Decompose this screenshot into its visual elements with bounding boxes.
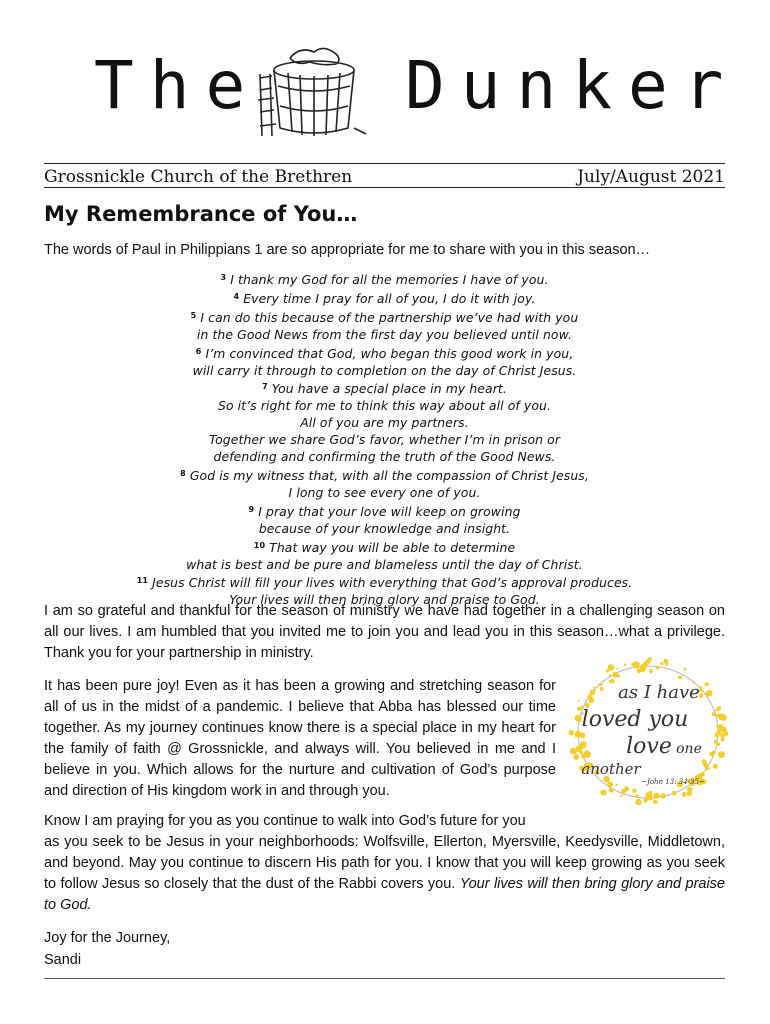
wreath-line-1: as I have	[618, 682, 700, 703]
scripture-text: I pray that your love will keep on growing	[258, 503, 521, 519]
wreath-dot	[709, 752, 714, 757]
wreath-dot	[712, 712, 716, 716]
wreath-dot	[635, 799, 641, 805]
wreath-dot	[717, 743, 720, 746]
verse-number: 6	[195, 346, 202, 356]
scripture-line	[44, 557, 725, 574]
wreath-dot	[593, 689, 595, 691]
wreath-dot	[643, 662, 648, 667]
wreath-dot	[616, 784, 618, 786]
wreath-dot	[718, 751, 725, 758]
wreath-dot	[637, 669, 641, 673]
scripture-text: I thank my God for all the memories I have of you.	[230, 272, 549, 287]
issue-date: July/August 2021	[577, 167, 725, 187]
wreath-dot	[706, 690, 713, 697]
wreath-dot	[721, 737, 725, 741]
wreath-dot	[699, 773, 702, 776]
masthead-title-right: Dunker	[405, 47, 740, 124]
wreath-dot	[714, 765, 717, 768]
masthead	[0, 0, 770, 160]
wreath-dot	[632, 789, 636, 793]
wreath-dot	[665, 663, 668, 666]
wreath-dot	[573, 748, 576, 751]
wreath-dot	[621, 789, 626, 794]
wreath-dot	[643, 799, 647, 803]
scripture-line	[44, 289, 725, 308]
wreath-dot	[620, 795, 622, 797]
scripture-text: That way you will be able to determine	[269, 539, 516, 555]
wreath-dot	[616, 668, 618, 670]
wreath-ref: ~John 13: 34-35~	[641, 778, 705, 786]
wreath-dot	[577, 707, 581, 711]
wreath-dot	[678, 675, 682, 679]
wreath-dot	[575, 731, 580, 736]
paragraph-prayer-emphasis: Your lives will then bring glory and praise to God.	[44, 876, 725, 913]
wreath-dot	[705, 682, 709, 686]
scripture-text: defending and confirming the truth of the Good News.	[213, 449, 556, 465]
wreath-dot	[575, 715, 582, 722]
wreath-dot	[648, 657, 652, 661]
article-title: My Remembrance of You…	[44, 202, 358, 226]
wreath-dot	[633, 661, 640, 668]
header-rule-bottom	[44, 187, 725, 188]
paragraph-gratitude: I am so grateful and thankful for the season of ministry we have had together in a challenging season on all our lives. I am humbled that you invited me to join you and lead you in this season…what a privilege. Thank you for your partnership in ministry.	[44, 603, 725, 661]
scripture-line	[44, 344, 725, 363]
wreath-dot	[569, 730, 575, 736]
scripture-line	[44, 415, 725, 432]
wreath-line-2: loved you	[581, 707, 689, 732]
verse-number: 9	[248, 504, 255, 514]
wreath-dot	[682, 792, 687, 797]
footer-rule	[44, 978, 725, 979]
wreath-dot	[654, 800, 658, 804]
wreath-dot	[609, 674, 611, 676]
wreath-dot	[687, 791, 692, 796]
scripture-text: I can do this because of the partnership we’ve had with you	[200, 309, 579, 325]
scripture-text: All of you are my partners.	[300, 415, 469, 431]
scripture-text: So it’s right for me to think this way about all of you.	[217, 398, 551, 414]
wreath-dot	[672, 791, 677, 796]
wreath-line-4: another	[581, 760, 641, 778]
wreath-dot	[714, 740, 718, 744]
paragraph-prayer-first-line: Know I am praying for you as you continue to walk into God’s future for you	[44, 813, 526, 829]
scripture-text: I’m convinced that God, who began this good work in you,	[205, 345, 574, 361]
wreath-dot	[609, 680, 612, 683]
wreath-dot	[656, 666, 660, 670]
scripture-text: Every time I pray for all of you, I do it with joy.	[243, 290, 536, 306]
verse-number: 4	[233, 291, 240, 301]
wreath-dot	[715, 709, 718, 712]
wreath-dot	[655, 794, 659, 798]
scripture-text: You have a special place in my heart.	[271, 381, 507, 397]
scripture-line	[44, 449, 725, 466]
scripture-line	[44, 398, 725, 415]
wreath-dot	[660, 662, 663, 665]
header-rule-top	[44, 163, 725, 164]
closing-line: Joy for the Journey,	[44, 930, 171, 946]
wreath-dot	[636, 667, 638, 669]
wreath-dot	[649, 669, 653, 673]
wreath-dot	[707, 767, 710, 770]
wreath-dot	[593, 687, 595, 689]
wreath-dot	[624, 663, 626, 665]
wreath-dot	[601, 789, 607, 795]
scripture-text: in the Good News from the first day you believed until now.	[196, 326, 573, 342]
scripture-line	[44, 466, 725, 485]
wreath-line-3a: love	[626, 734, 672, 759]
wreath-dot	[609, 788, 614, 793]
wreath-dot	[608, 664, 615, 671]
verse-number: 11	[136, 576, 149, 586]
wreath-dot	[723, 731, 728, 736]
scripture-passage	[44, 270, 725, 609]
scripture-line	[44, 270, 725, 289]
closing-signoff	[44, 927, 170, 971]
wreath-dot	[645, 792, 652, 799]
scripture-text: Your lives will then bring glory and praise to God.	[229, 592, 540, 608]
paragraph-prayer	[44, 832, 725, 916]
wreath-dot	[606, 669, 609, 672]
scripture-line	[44, 432, 725, 449]
article-intro: The words of Paul in Philippians 1 are so appropriate for me to share with you in this season…	[44, 242, 651, 258]
scripture-text: what is best and be pure and blameless until the day of Christ.	[186, 556, 583, 572]
church-name: Grossnickle Church of the Brethren	[44, 167, 353, 187]
scripture-text: Together we share God’s favor, whether I’m in prison or	[208, 432, 561, 448]
wreath-illustration	[563, 650, 733, 815]
wreath-dot	[587, 695, 592, 700]
paragraph-prayer-text: as you seek to be Jesus in your neighborhoods: Wolfsville, Ellerton, Myersville, Keedysville, Middletown, and beyond. May you continue to discern His path for you. I know that you will keep growing as you seek to follow Jesus so closely that the dust of the Rabbi covers you.	[44, 834, 725, 892]
scripture-line	[44, 308, 725, 327]
wreath-dot	[584, 751, 591, 758]
scripture-line	[44, 573, 725, 592]
wreath-dot	[577, 700, 579, 702]
scripture-text: will carry it through to completion on the day of Christ Jesus.	[192, 362, 577, 378]
scripture-text: I long to see every one of you.	[288, 484, 481, 500]
scripture-line	[44, 502, 725, 521]
scripture-text: God is my witness that, with all the compassion of Christ Jesus,	[189, 467, 589, 483]
verse-number: 5	[190, 310, 197, 320]
verse-number: 8	[180, 468, 186, 478]
wreath-dot	[579, 743, 585, 749]
wreath-dot	[635, 794, 639, 798]
verse-number: 7	[262, 382, 268, 392]
subhead	[44, 166, 725, 188]
wreath-dot	[573, 754, 579, 760]
wreath-dot	[599, 683, 603, 687]
scripture-text: because of your knowledge and insight.	[258, 520, 511, 536]
wreath-dot	[570, 748, 577, 755]
scripture-line	[44, 538, 725, 557]
wreath-dot	[607, 781, 613, 787]
scripture-line	[44, 521, 725, 538]
wreath-dot	[718, 714, 725, 721]
scripture-line	[44, 363, 725, 380]
wreath-dot	[613, 672, 619, 678]
scripture-line	[44, 485, 725, 502]
verse-number: 3	[220, 273, 227, 282]
scripture-line	[44, 327, 725, 344]
wreath-dot	[683, 668, 686, 671]
wreath-dot	[600, 687, 604, 691]
baptismal-tub-icon	[250, 40, 370, 140]
wreath-dot	[660, 793, 666, 799]
paragraph-joy: It has been pure joy! Even as it has been a growing and stretching season for all of us in the midst of a pandemic. I believe that Abba has blessed our time together. As my journey continues know there is a special place in my heart for the family of faith @ Grossnickle, and always will. You believed in me and I believe in you. Which allows for the nurture and cultivation of God’s purpose and direction of His kingdom work in and through you.	[44, 678, 556, 799]
scripture-text: Jesus Christ will fill your lives with everything that God’s approval produces.	[152, 575, 633, 591]
verse-number: 10	[253, 540, 266, 550]
scripture-line	[44, 379, 725, 398]
wreath-dot	[719, 732, 722, 735]
masthead-title-left: The	[94, 47, 262, 124]
signature: Sandi	[44, 952, 82, 968]
wreath-line-3b: one	[676, 741, 702, 757]
